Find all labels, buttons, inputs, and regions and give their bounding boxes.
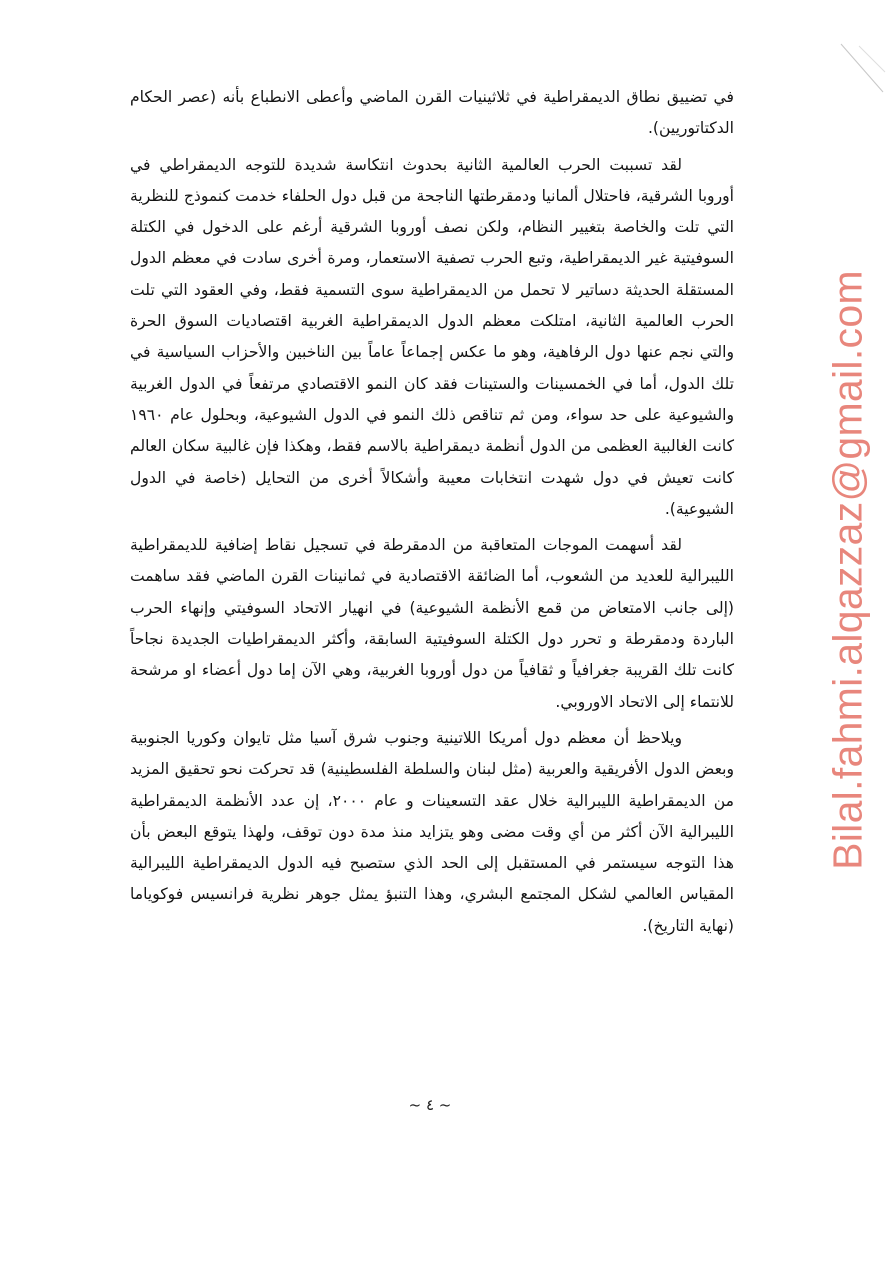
paragraph-world-war-two: لقد تسببت الحرب العالمية الثانية بحدوث انتكاسة شديدة للتوجه الديمقراطي في أوروبا الشرقية، فاحتلال ألمانيا ودمقرطتها الناجحة من قبل دول الحلفاء خدمت كنموذج للنظرية التي تلت والخاصة بتغيير النظام، ولكن نصف أوروبا الشرقية أرغم على الدخول في الكتلة السوفيتية غير الديمقراطية، وتبع الحرب تصفية الاستعمار، ومرة أخرى سادت في معظم الدول المستقلة الحديثة دساتير لا تحمل من الديمقراطية سوى التسمية فقط، وفي العقود التي تلت الحرب العالمية الثانية، امتلكت معظم الدول الديمقراطية الغربية اقتصاديات السوق الحرة والتي نجم عنها دول الرفاهية، وهو ما عكس إجماعاً عاماً بين الناخبين والأحزاب السياسية في تلك الدول، أما في الخمسينات والستينات فقد كان النمو الاقتصادي مرتفعاً في الدول الغربية والشيوعية على حد سواء، ومن ثم تناقص ذلك النمو في الدول الشيوعية، وبحلول عام ١٩٦٠ كانت الغالبية العظمى من الدول أنظمة ديمقراطية بالاسم فقط، وهكذا فإن غالبية سكان العالم كانت تعيش في دول شهدت انتخابات معيبة وأشكالاً أخرى من التحايل (خاصة في الدول الشيوعية). [130,155,734,518]
email-watermark: Bilal.fahmi.alqazzaz@gmail.com [824,270,871,870]
page-corner-fold-mark [839,42,887,96]
paragraph-intro-continuation: في تضييق نطاق الديمقراطية في ثلاثينيات القرن الماضي وأعطى الانطباع بأنه (عصر الحكام الدكتاتوريين). [130,88,734,138]
document-body [130,82,734,942]
page-number: ~ ٤ ~ [408,1096,452,1114]
paragraph-democratization-waves: لقد أسهمت الموجات المتعاقبة من الدمقرطة في تسجيل نقاط إضافية للديمقراطية الليبرالية للعديد من الشعوب، أما الضائقة الاقتصادية في ثمانينات القرن الماضي فقد ساهمت (إلى جانب الامتعاض من قمع الأنظمة الشيوعية) في انهيار الاتحاد السوفيتي وإنهاء الحرب الباردة ودمقرطة و تحرر دول الكتلة السوفيتية السابقة، وأكثر الديمقراطيات الجديدة نجاحاً كانت تلك القريبة جغرافياً و ثقافياً من دول أوروبا الغربية، وهي الآن إما دول أعضاء او مرشحة للانتماء إلى الاتحاد الاوروبي. [130,536,734,711]
paragraph-liberal-democracy-trend: ويلاحظ أن معظم دول أمريكا اللاتينية وجنوب شرق آسيا مثل تايوان وكوريا الجنوبية وبعض الدول الأفريقية والعربية (مثل لبنان والسلطة الفلسطينية) قد تحركت نحو تحقيق المزيد من الديمقراطية الليبرالية خلال عقد التسعينات و عام ٢٠٠٠، إن عدد الأنظمة الديمقراطية الليبرالية الآن أكثر من أي وقت مضى وهو يتزايد منذ مدة دون توقف، ولهذا يتوقع البعض بأن هذا التوجه سيستمر في المستقبل إلى الحد الذي ستصبح فيه الدول الديمقراطية الليبرالية المقياس العالمي لشكل المجتمع البشري، وهذا التنبؤ يمثل جوهر نظرية فرانسيس فوكوياما (نهاية التاريخ). [130,728,734,935]
